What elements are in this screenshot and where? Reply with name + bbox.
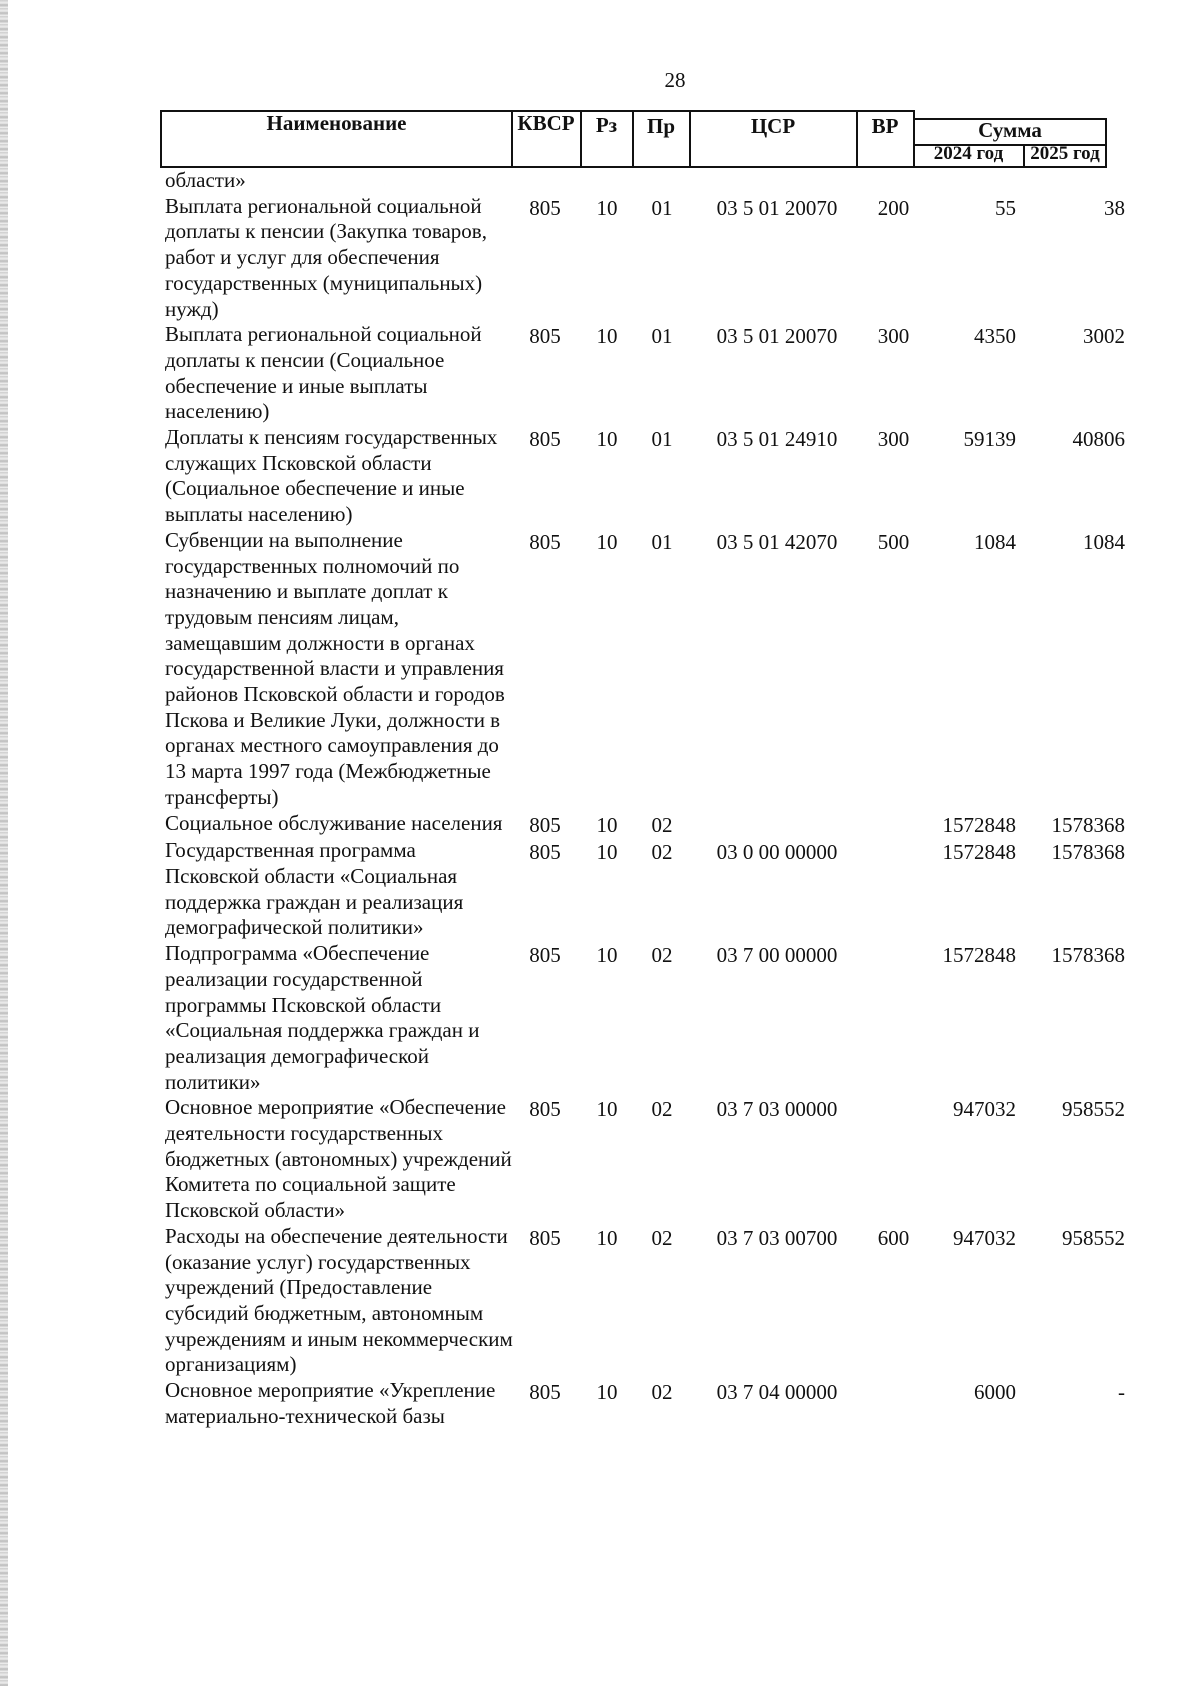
row-sum-2024-text: 4350 bbox=[974, 324, 1016, 349]
budget-table bbox=[165, 168, 1125, 1429]
row-sum-2024 bbox=[920, 941, 1018, 1095]
row-sum-2025 bbox=[1018, 168, 1125, 194]
row-rz-text: 10 bbox=[596, 943, 618, 968]
row-kvsr bbox=[513, 168, 577, 194]
row-sum-2025 bbox=[1018, 1378, 1125, 1429]
row-csr bbox=[687, 425, 867, 528]
row-name-text: Субвенции на выполнение государственных полномочий по назначению и выплате доплат к трудовым пенсиям лицам, замещавшим должности в органах государственной власти и управления районов Псковской области и городов Пскова и Великие Луки, должности в органах местного самоуправления до 13 марта 1997 года (Межбюджетные трансферты) bbox=[165, 527, 505, 809]
row-pr bbox=[637, 1224, 687, 1378]
row-vr-text: 500 bbox=[877, 529, 910, 554]
row-csr-text: 03 7 00 00000 bbox=[716, 943, 838, 968]
header-year-2024: 2024 год bbox=[933, 143, 1004, 164]
row-name-text: Расходы на обеспечение деятельности (оказание услуг) государственных учреждений (Предоставление субсидий бюджетным, автономным учреждениям и иным некоммерческим организациям) bbox=[165, 1223, 513, 1377]
row-sum-2024 bbox=[920, 1224, 1018, 1378]
row-vr bbox=[867, 1224, 920, 1378]
row-rz bbox=[577, 941, 637, 1095]
row-pr-text: 01 bbox=[651, 427, 673, 452]
row-vr bbox=[867, 1095, 920, 1224]
row-sum-2025 bbox=[1018, 322, 1125, 425]
row-kvsr-text: 805 bbox=[529, 195, 561, 220]
row-sum-2025-text: 3002 bbox=[1083, 324, 1125, 349]
row-pr bbox=[637, 811, 687, 839]
row-sum-2024-text: 59139 bbox=[963, 427, 1016, 452]
row-vr-text: 300 bbox=[877, 324, 910, 349]
row-sum-2024 bbox=[920, 1378, 1018, 1429]
row-name-text: Подпрограмма «Обеспечение реализации государственной программы Псковской области «Социальная поддержка граждан и реализация демографической политики» bbox=[165, 941, 480, 1094]
row-name-text: Выплата региональной социальной доплаты к пенсии (Социальное обеспечение и иные выплаты населению) bbox=[165, 322, 482, 424]
row-sum-2025-text: 40806 bbox=[1072, 427, 1125, 452]
row-name bbox=[165, 322, 513, 425]
row-pr bbox=[637, 528, 687, 811]
row-sum-2024 bbox=[920, 1095, 1018, 1224]
row-name-text: Государственная программа Псковской области «Социальная поддержка граждан и реализация демографической политики» bbox=[165, 838, 464, 940]
table-row bbox=[165, 194, 1125, 323]
row-vr bbox=[867, 941, 920, 1095]
row-sum-2025 bbox=[1018, 194, 1125, 323]
row-vr bbox=[867, 528, 920, 811]
row-name bbox=[165, 1378, 513, 1429]
row-rz-text: 10 bbox=[596, 427, 618, 452]
row-kvsr bbox=[513, 1095, 577, 1224]
header-csr: ЦСР bbox=[750, 114, 796, 138]
row-rz bbox=[577, 168, 637, 194]
row-sum-2025 bbox=[1018, 838, 1125, 941]
row-sum-2024 bbox=[920, 425, 1018, 528]
row-csr-text bbox=[687, 168, 867, 170]
header-name: Наименование bbox=[266, 111, 407, 135]
row-name bbox=[165, 941, 513, 1095]
row-vr-text bbox=[867, 1378, 920, 1380]
row-kvsr bbox=[513, 528, 577, 811]
row-vr bbox=[867, 168, 920, 194]
row-pr-text: 02 bbox=[651, 1097, 673, 1122]
row-kvsr bbox=[513, 838, 577, 941]
table-row bbox=[165, 528, 1125, 811]
row-csr-text: 03 5 01 20070 bbox=[716, 195, 838, 220]
row-csr bbox=[687, 168, 867, 194]
row-rz-text: 10 bbox=[596, 1225, 618, 1250]
row-csr bbox=[687, 1095, 867, 1224]
row-pr bbox=[637, 194, 687, 323]
row-sum-2025-text: - bbox=[1118, 1380, 1125, 1405]
row-vr bbox=[867, 838, 920, 941]
row-csr-text: 03 7 04 00000 bbox=[716, 1380, 838, 1405]
row-sum-2024 bbox=[920, 322, 1018, 425]
row-csr bbox=[687, 838, 867, 941]
row-vr bbox=[867, 194, 920, 323]
row-kvsr bbox=[513, 322, 577, 425]
row-rz bbox=[577, 528, 637, 811]
row-name bbox=[165, 1224, 513, 1378]
row-rz bbox=[577, 1224, 637, 1378]
row-kvsr bbox=[513, 811, 577, 839]
header-pr: Пр bbox=[646, 114, 675, 138]
row-sum-2024 bbox=[920, 811, 1018, 839]
table-row bbox=[165, 941, 1125, 1095]
header-year-2025: 2025 год bbox=[1030, 143, 1100, 164]
row-kvsr-text: 805 bbox=[529, 840, 561, 865]
row-rz-text: 10 bbox=[596, 812, 618, 837]
table-row bbox=[165, 1224, 1125, 1378]
row-pr-text: 02 bbox=[651, 812, 673, 837]
row-csr-text: 03 7 03 00000 bbox=[716, 1097, 838, 1122]
row-name bbox=[165, 528, 513, 811]
table-row bbox=[165, 322, 1125, 425]
row-sum-2024-text: 1572848 bbox=[942, 812, 1016, 837]
row-csr bbox=[687, 194, 867, 323]
row-sum-2025-text: 1578368 bbox=[1051, 840, 1125, 865]
row-sum-2025 bbox=[1018, 1095, 1125, 1224]
row-pr-text: 01 bbox=[651, 324, 673, 349]
row-kvsr bbox=[513, 1378, 577, 1429]
table-row bbox=[165, 425, 1125, 528]
row-sum-2024 bbox=[920, 838, 1018, 941]
row-pr bbox=[637, 1095, 687, 1224]
row-kvsr-text: 805 bbox=[529, 943, 561, 968]
row-sum-2024-text: 55 bbox=[995, 195, 1016, 220]
table-row bbox=[165, 811, 1125, 839]
row-csr-text: 03 5 01 20070 bbox=[716, 324, 838, 349]
row-sum-2025-text bbox=[1018, 168, 1125, 170]
budget-table-body bbox=[165, 168, 1125, 1429]
row-sum-2025-text: 958552 bbox=[1062, 1097, 1125, 1122]
row-vr bbox=[867, 425, 920, 528]
row-rz bbox=[577, 1378, 637, 1429]
row-name bbox=[165, 168, 513, 194]
row-sum-2024 bbox=[920, 528, 1018, 811]
row-kvsr bbox=[513, 1224, 577, 1378]
row-rz bbox=[577, 322, 637, 425]
row-sum-2024 bbox=[920, 168, 1018, 194]
row-rz-text: 10 bbox=[596, 529, 618, 554]
row-pr bbox=[637, 425, 687, 528]
row-pr-text: 02 bbox=[651, 1380, 673, 1405]
row-csr bbox=[687, 528, 867, 811]
row-sum-2024-text: 1572848 bbox=[942, 943, 1016, 968]
scan-edge-artifact bbox=[0, 0, 8, 1686]
row-sum-2024-text: 947032 bbox=[953, 1097, 1016, 1122]
table-row bbox=[165, 1378, 1125, 1429]
row-rz-text bbox=[577, 168, 637, 170]
row-name-text: Социальное обслуживание населения bbox=[165, 810, 503, 835]
row-kvsr-text: 805 bbox=[529, 324, 561, 349]
row-name bbox=[165, 194, 513, 323]
row-pr bbox=[637, 168, 687, 194]
row-sum-2025-text: 1084 bbox=[1083, 529, 1125, 554]
row-rz bbox=[577, 194, 637, 323]
row-vr-text bbox=[867, 811, 920, 813]
row-vr bbox=[867, 322, 920, 425]
row-kvsr-text: 805 bbox=[529, 1380, 561, 1405]
row-rz bbox=[577, 425, 637, 528]
row-kvsr-text: 805 bbox=[529, 812, 561, 837]
row-sum-2024-text: 947032 bbox=[953, 1225, 1016, 1250]
table-header bbox=[160, 110, 1107, 168]
row-vr-text bbox=[867, 941, 920, 943]
header-kvsr: КВСР bbox=[517, 111, 575, 135]
row-pr bbox=[637, 941, 687, 1095]
row-kvsr-text: 805 bbox=[529, 1225, 561, 1250]
row-csr-text: 03 0 00 00000 bbox=[716, 840, 838, 865]
row-name-text: Выплата региональной социальной доплаты к пенсии (Закупка товаров, работ и услуг для обеспечения государственных (муниципальных) нужд) bbox=[165, 193, 487, 321]
row-name-text: Доплаты к пенсиям государственных служащих Псковской области (Социальное обеспечение и иные выплаты населению) bbox=[165, 425, 498, 527]
row-pr-text: 01 bbox=[651, 529, 673, 554]
row-pr-text: 02 bbox=[651, 840, 673, 865]
row-rz bbox=[577, 838, 637, 941]
row-rz-text: 10 bbox=[596, 840, 618, 865]
row-rz-text: 10 bbox=[596, 1380, 618, 1405]
row-vr-text: 300 bbox=[877, 427, 910, 452]
row-sum-2025-text: 1578368 bbox=[1051, 943, 1125, 968]
row-kvsr-text: 805 bbox=[529, 427, 561, 452]
row-vr-text bbox=[867, 1095, 920, 1097]
row-pr bbox=[637, 1378, 687, 1429]
row-csr bbox=[687, 941, 867, 1095]
row-rz-text: 10 bbox=[596, 324, 618, 349]
table-row bbox=[165, 168, 1125, 194]
row-vr-text bbox=[867, 168, 920, 170]
row-kvsr-text: 805 bbox=[529, 529, 561, 554]
header-sum: Сумма bbox=[978, 118, 1042, 142]
row-rz bbox=[577, 1095, 637, 1224]
row-name bbox=[165, 425, 513, 528]
table-row bbox=[165, 1095, 1125, 1224]
row-name-text: области» bbox=[165, 168, 246, 192]
row-rz bbox=[577, 811, 637, 839]
row-name bbox=[165, 838, 513, 941]
row-csr-text bbox=[687, 811, 867, 813]
row-kvsr bbox=[513, 425, 577, 528]
row-sum-2025 bbox=[1018, 941, 1125, 1095]
row-rz-text: 10 bbox=[596, 195, 618, 220]
row-pr bbox=[637, 322, 687, 425]
row-vr-text: 200 bbox=[877, 195, 910, 220]
row-kvsr-text: 805 bbox=[529, 1097, 561, 1122]
row-name bbox=[165, 1095, 513, 1224]
row-pr-text bbox=[637, 168, 687, 170]
row-sum-2025 bbox=[1018, 528, 1125, 811]
row-rz-text: 10 bbox=[596, 1097, 618, 1122]
row-csr bbox=[687, 1224, 867, 1378]
row-csr-text: 03 5 01 42070 bbox=[716, 529, 838, 554]
header-rz: Рз bbox=[595, 113, 618, 137]
row-vr-text: 600 bbox=[877, 1225, 910, 1250]
row-csr-text: 03 5 01 24910 bbox=[716, 427, 838, 452]
row-csr bbox=[687, 322, 867, 425]
row-vr-text bbox=[867, 838, 920, 840]
row-sum-2025-text: 958552 bbox=[1062, 1225, 1125, 1250]
row-name bbox=[165, 811, 513, 839]
row-sum-2024-text bbox=[920, 168, 1018, 170]
page-number: 28 bbox=[664, 68, 686, 92]
row-pr-text: 01 bbox=[651, 195, 673, 220]
row-sum-2025 bbox=[1018, 811, 1125, 839]
row-name-text: Основное мероприятие «Обеспечение деятельности государственных бюджетных (автономных) учреждений Комитета по социальной защите Псковской области» bbox=[165, 1095, 512, 1223]
row-csr bbox=[687, 811, 867, 839]
row-pr-text: 02 bbox=[651, 943, 673, 968]
row-sum-2024-text: 1572848 bbox=[942, 840, 1016, 865]
row-pr-text: 02 bbox=[651, 1225, 673, 1250]
row-kvsr bbox=[513, 194, 577, 323]
row-sum-2025-text: 38 bbox=[1104, 195, 1125, 220]
row-sum-2025 bbox=[1018, 425, 1125, 528]
row-csr bbox=[687, 1378, 867, 1429]
row-sum-2025-text: 1578368 bbox=[1051, 812, 1125, 837]
row-vr bbox=[867, 1378, 920, 1429]
row-sum-2024-text: 1084 bbox=[974, 529, 1016, 554]
row-csr-text: 03 7 03 00700 bbox=[716, 1225, 838, 1250]
header-vr: ВР bbox=[871, 114, 899, 138]
row-sum-2024 bbox=[920, 194, 1018, 323]
row-sum-2024-text: 6000 bbox=[974, 1380, 1016, 1405]
row-vr bbox=[867, 811, 920, 839]
row-pr bbox=[637, 838, 687, 941]
row-sum-2025 bbox=[1018, 1224, 1125, 1378]
table-row bbox=[165, 838, 1125, 941]
row-name-text: Основное мероприятие «Укрепление материально-технической базы bbox=[165, 1378, 496, 1428]
row-kvsr bbox=[513, 941, 577, 1095]
row-kvsr-text bbox=[513, 168, 577, 170]
